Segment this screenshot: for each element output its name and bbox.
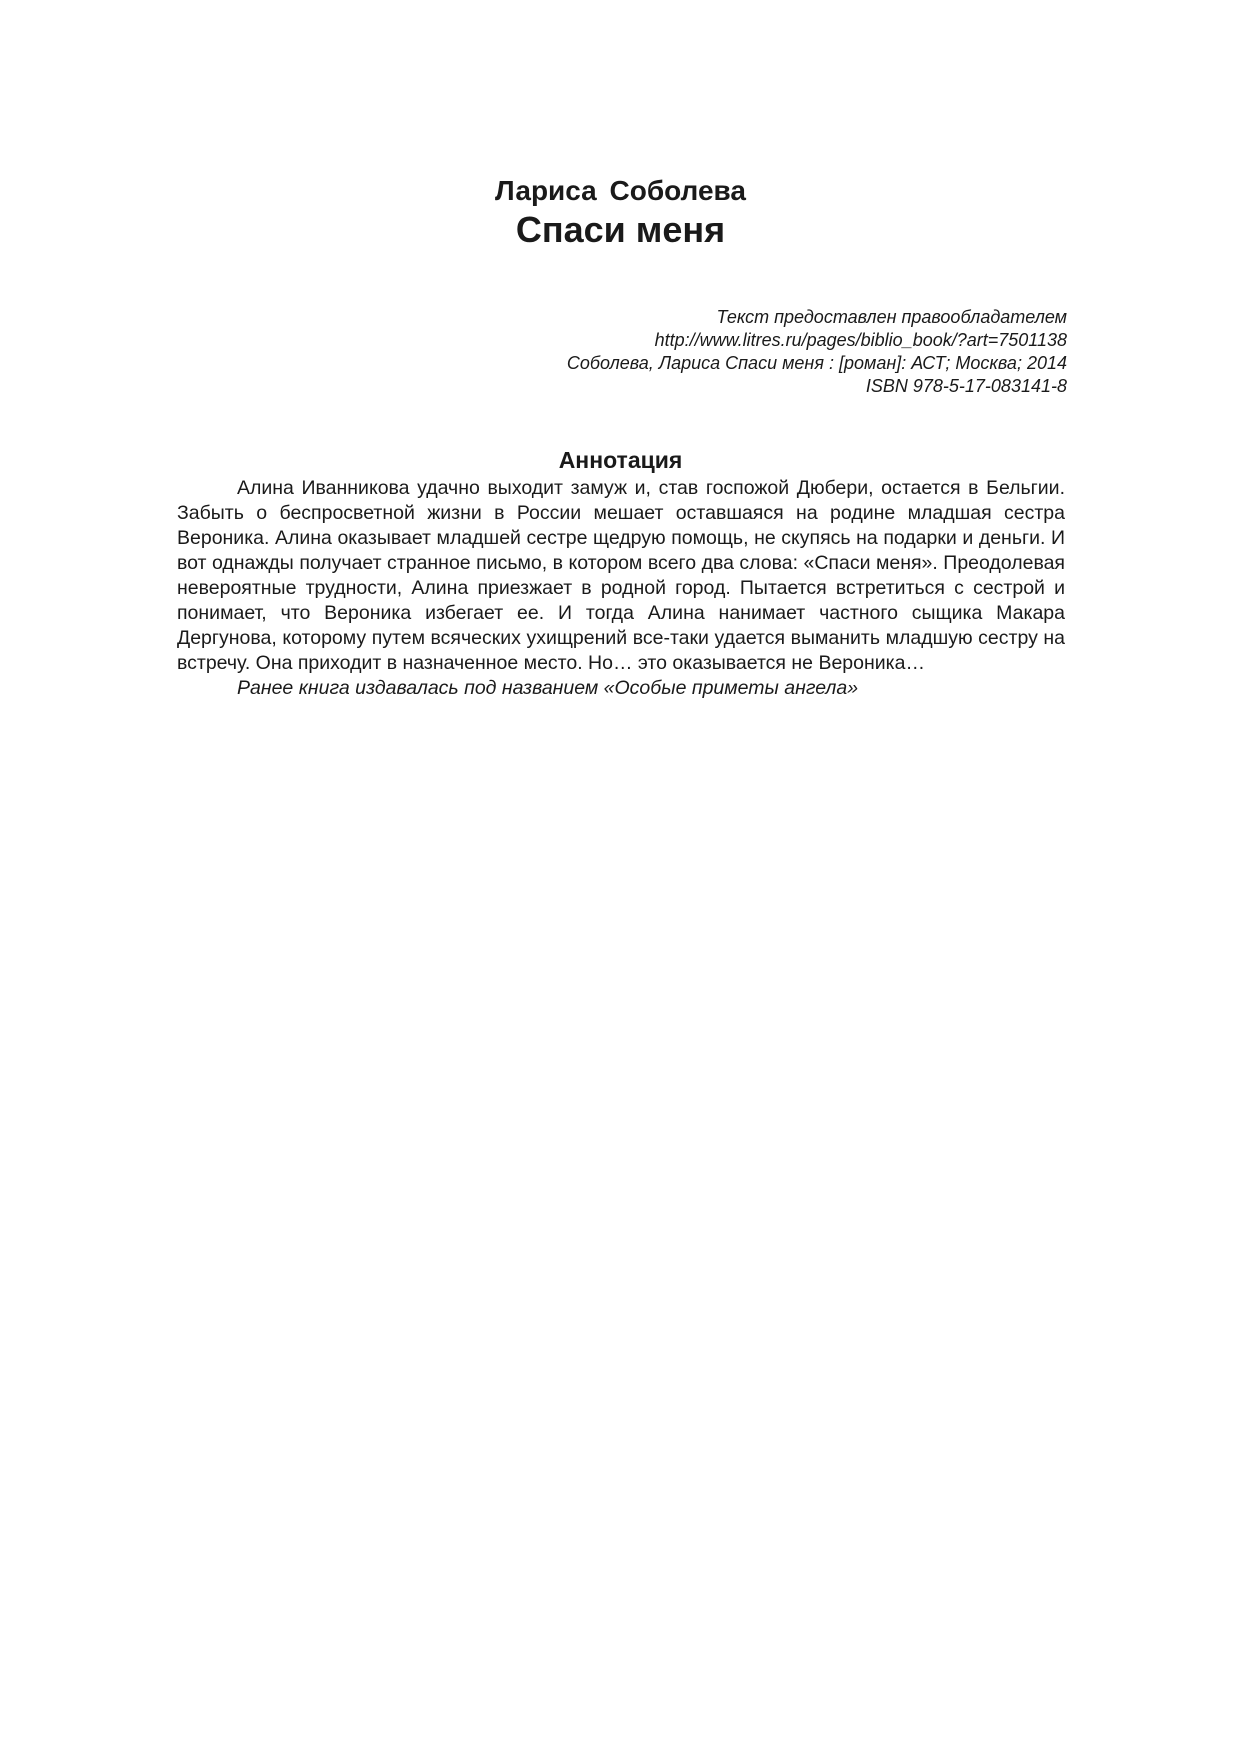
annotation-body bbox=[177, 476, 1065, 701]
source-isbn: ISBN 978-5-17-083141-8 bbox=[865, 376, 1067, 396]
source-url: http://www.litres.ru/pages/biblio_book/?art=7501138 bbox=[654, 330, 1067, 350]
annotation-heading: Аннотация bbox=[558, 447, 683, 473]
annotation-note: Ранее книга издавалась под названием «Особые приметы ангела» bbox=[237, 677, 859, 699]
source-citation: Соболева, Лариса Спаси меня : [роман]: АСТ; Москва; 2014 bbox=[566, 353, 1067, 373]
source-rights-holder: Текст предоставлен правообладателем bbox=[716, 307, 1067, 327]
book-author: Лариса Соболева bbox=[495, 175, 746, 206]
source-info bbox=[567, 306, 1067, 398]
book-title: Спаси меня bbox=[515, 209, 726, 250]
annotation-paragraph: Алина Иванникова удачно выходит замуж и, став госпожой Дюбери, остается в Бельгии. Забыть о беспросветной жизни в России мешает оставшаяся на родине младшая сестра Вероника. Алина оказывает младшей сестре щедрую помощь, не скупясь на подарки и деньги. И вот однажды получает странное письмо, в котором всего два слова: «Спаси меня». Преодолевая невероятные трудности, Алина приезжает в родной город. Пытается встретиться с сестрой и понимает, что Вероника избегает ее. И тогда Алина нанимает частного сыщика Макара Дергунова, которому путем всяческих ухищрений все-таки удается выманить младшую сестру на встречу. Она приходит в назначенное место. Но… это оказывается не Вероника… bbox=[177, 477, 1065, 674]
